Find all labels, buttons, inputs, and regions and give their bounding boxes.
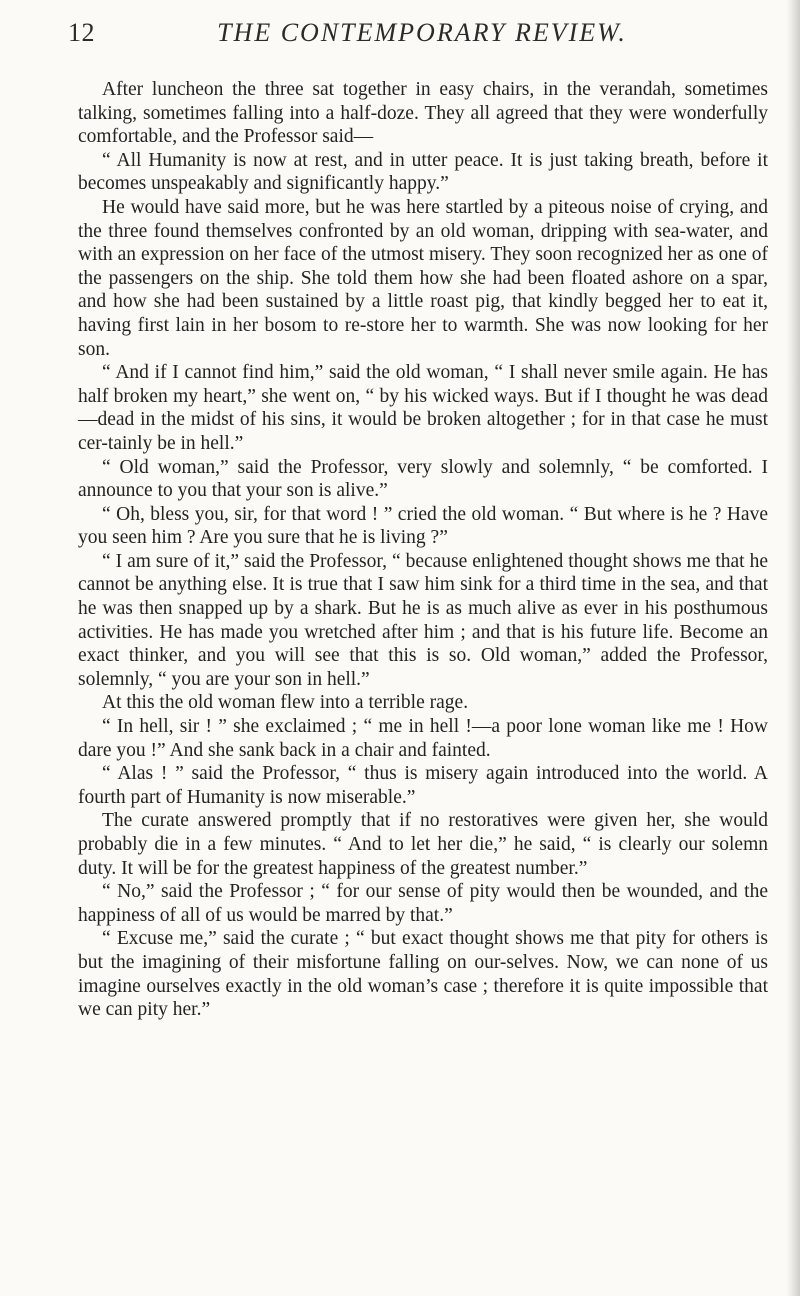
paragraph: He would have said more, but he was here startled by a piteous noise of crying, and the three found themselves confronted by an old woman, dripping with sea-water, and with an expression on her face of the utmost misery. They soon recognized her as one of the passengers on the ship. She told them how she had been floated ashore on a spar, and how she had been sustained by a little roast pig, that kindly begged her to eat it, having first lain in her bosom to re-store her to warmth. She was now looking for her son. bbox=[78, 196, 768, 360]
paragraph: “ All Humanity is now at rest, and in utter peace. It is just taking breath, before it becomes unspeakably and significantly happy.” bbox=[78, 149, 768, 195]
page-number: 12 bbox=[68, 18, 95, 47]
paragraph: “ Excuse me,” said the curate ; “ but exact thought shows me that pity for others is but the imagining of their misfortune falling on our-selves. Now, we can none of us imagine ourselves exactly in the old woman’s case ; therefore it is quite impossible that we can pity her.” bbox=[78, 928, 768, 1021]
paragraph: “ Old woman,” said the Professor, very slowly and solemnly, “ be comforted. I announce to you that your son is alive.” bbox=[78, 456, 768, 502]
paragraph: “ And if I cannot find him,” said the old woman, “ I shall never smile again. He has half broken my heart,” she went on, “ by his wicked ways. But if I thought he was dead—dead in the midst of his sins, it would be broken altogether ; for in that case he must cer-tainly be in hell.” bbox=[78, 362, 768, 454]
paragraph: “ In hell, sir ! ” she exclaimed ; “ me in hell !—a poor lone woman like me ! How dare you !” And she sank back in a chair and fainted. bbox=[78, 716, 768, 761]
paragraph: “ I am sure of it,” said the Professor, “ because enlightened thought shows me that he cannot be anything else. It is true that I saw him sink for a third time in the sea, and that he was then snapped up by a shark. But he is as much alive as ever in his posthumous activities. He has made you wretched after him ; and that is his future life. Become an exact thinker, and you will see that this is so. Old woman,” added the Professor, solemnly, “ you are your son in hell.” bbox=[78, 550, 768, 690]
paragraph: After luncheon the three sat together in easy chairs, in the verandah, sometimes talking, sometimes falling into a half-doze. They all agreed that they were wonderfully comfortable, and the Professor said— bbox=[78, 79, 768, 148]
paragraph: The curate answered promptly that if no restoratives were given her, she would probably die in a few minutes. “ And to let her die,” he said, “ is clearly our solemn duty. It will be for the greatest happiness of the greatest number.” bbox=[78, 810, 768, 879]
page-edge-shadow bbox=[786, 0, 800, 1296]
paragraph: “ No,” said the Professor ; “ for our sense of pity would then be wounded, and the happiness of all of us would be marred by that.” bbox=[78, 881, 768, 926]
page-header bbox=[68, 10, 772, 50]
body-text bbox=[78, 78, 768, 1022]
running-title: THE CONTEMPORARY REVIEW. bbox=[217, 18, 627, 47]
paragraph: At this the old woman flew into a terrible rage. bbox=[102, 692, 469, 714]
paragraph: “ Oh, bless you, sir, for that word ! ” cried the old woman. “ But where is he ? Have you seen him ? Are you sure that he is living ?” bbox=[78, 503, 768, 549]
paragraph: “ Alas ! ” said the Professor, “ thus is misery again introduced into the world. A fourth part of Humanity is now miserable.” bbox=[78, 763, 768, 808]
